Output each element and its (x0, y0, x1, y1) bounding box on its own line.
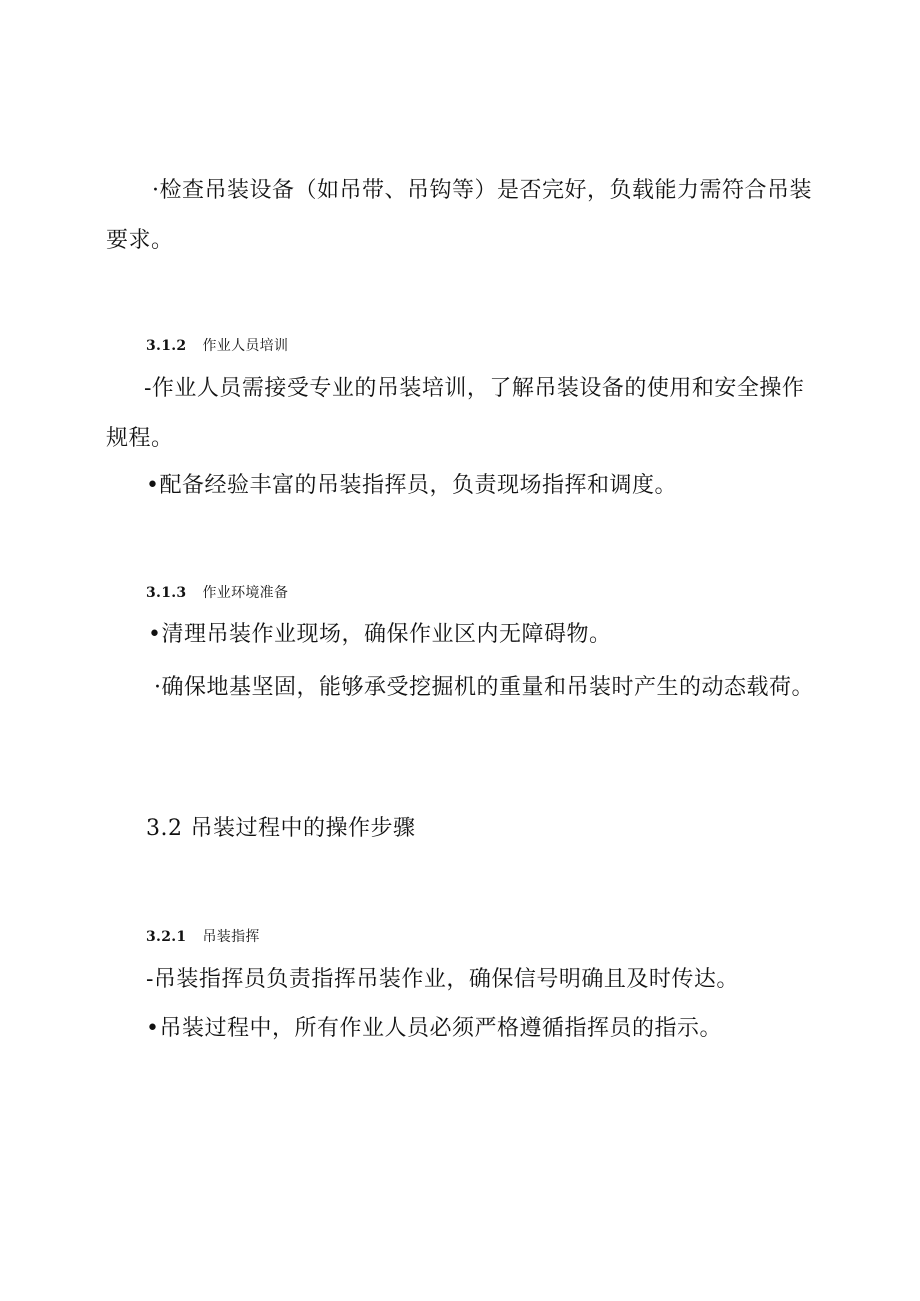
subsection-heading-3-1-3 (146, 583, 288, 603)
paragraph-training: -作业人员需接受专业的吊装培训，了解吊装设备的使用和安全操作规程。 (106, 376, 805, 451)
section-number: 3.2 (146, 816, 183, 841)
subsection-number: 3.1.2 (146, 338, 187, 354)
section-title: 吊装过程中的操作步骤 (190, 816, 416, 841)
paragraph-commander: •配备经验丰富的吊装指挥员，负责现场指挥和调度。 (146, 473, 677, 498)
subsection-title: 作业人员培训 (202, 338, 289, 354)
paragraph-clear-site: •清理吊装作业现场，确保作业区内无障碍物。 (148, 622, 612, 647)
subsection-title: 作业环境准备 (202, 585, 289, 601)
paragraph-follow-instructions: •吊装过程中，所有作业人员必须严格遵循指挥员的指示。 (146, 1016, 722, 1041)
paragraph-signal: -吊装指挥员负责指挥吊装作业，确保信号明确且及时传达。 (146, 967, 739, 992)
subsection-title: 吊装指挥 (202, 929, 260, 945)
section-heading-3-2 (146, 814, 416, 844)
subsection-number: 3.1.3 (146, 585, 187, 601)
paragraph-ground: ·确保地基坚固，能够承受挖掘机的重量和吊装时产生的动态载荷。 (154, 675, 814, 700)
subsection-heading-3-2-1 (146, 927, 260, 947)
subsection-number: 3.2.1 (146, 929, 187, 945)
subsection-heading-3-1-2 (146, 336, 288, 356)
paragraph-equipment-check: ·检查吊装设备（如吊带、吊钩等）是否完好，负载能力需符合吊装要求。 (106, 178, 812, 253)
